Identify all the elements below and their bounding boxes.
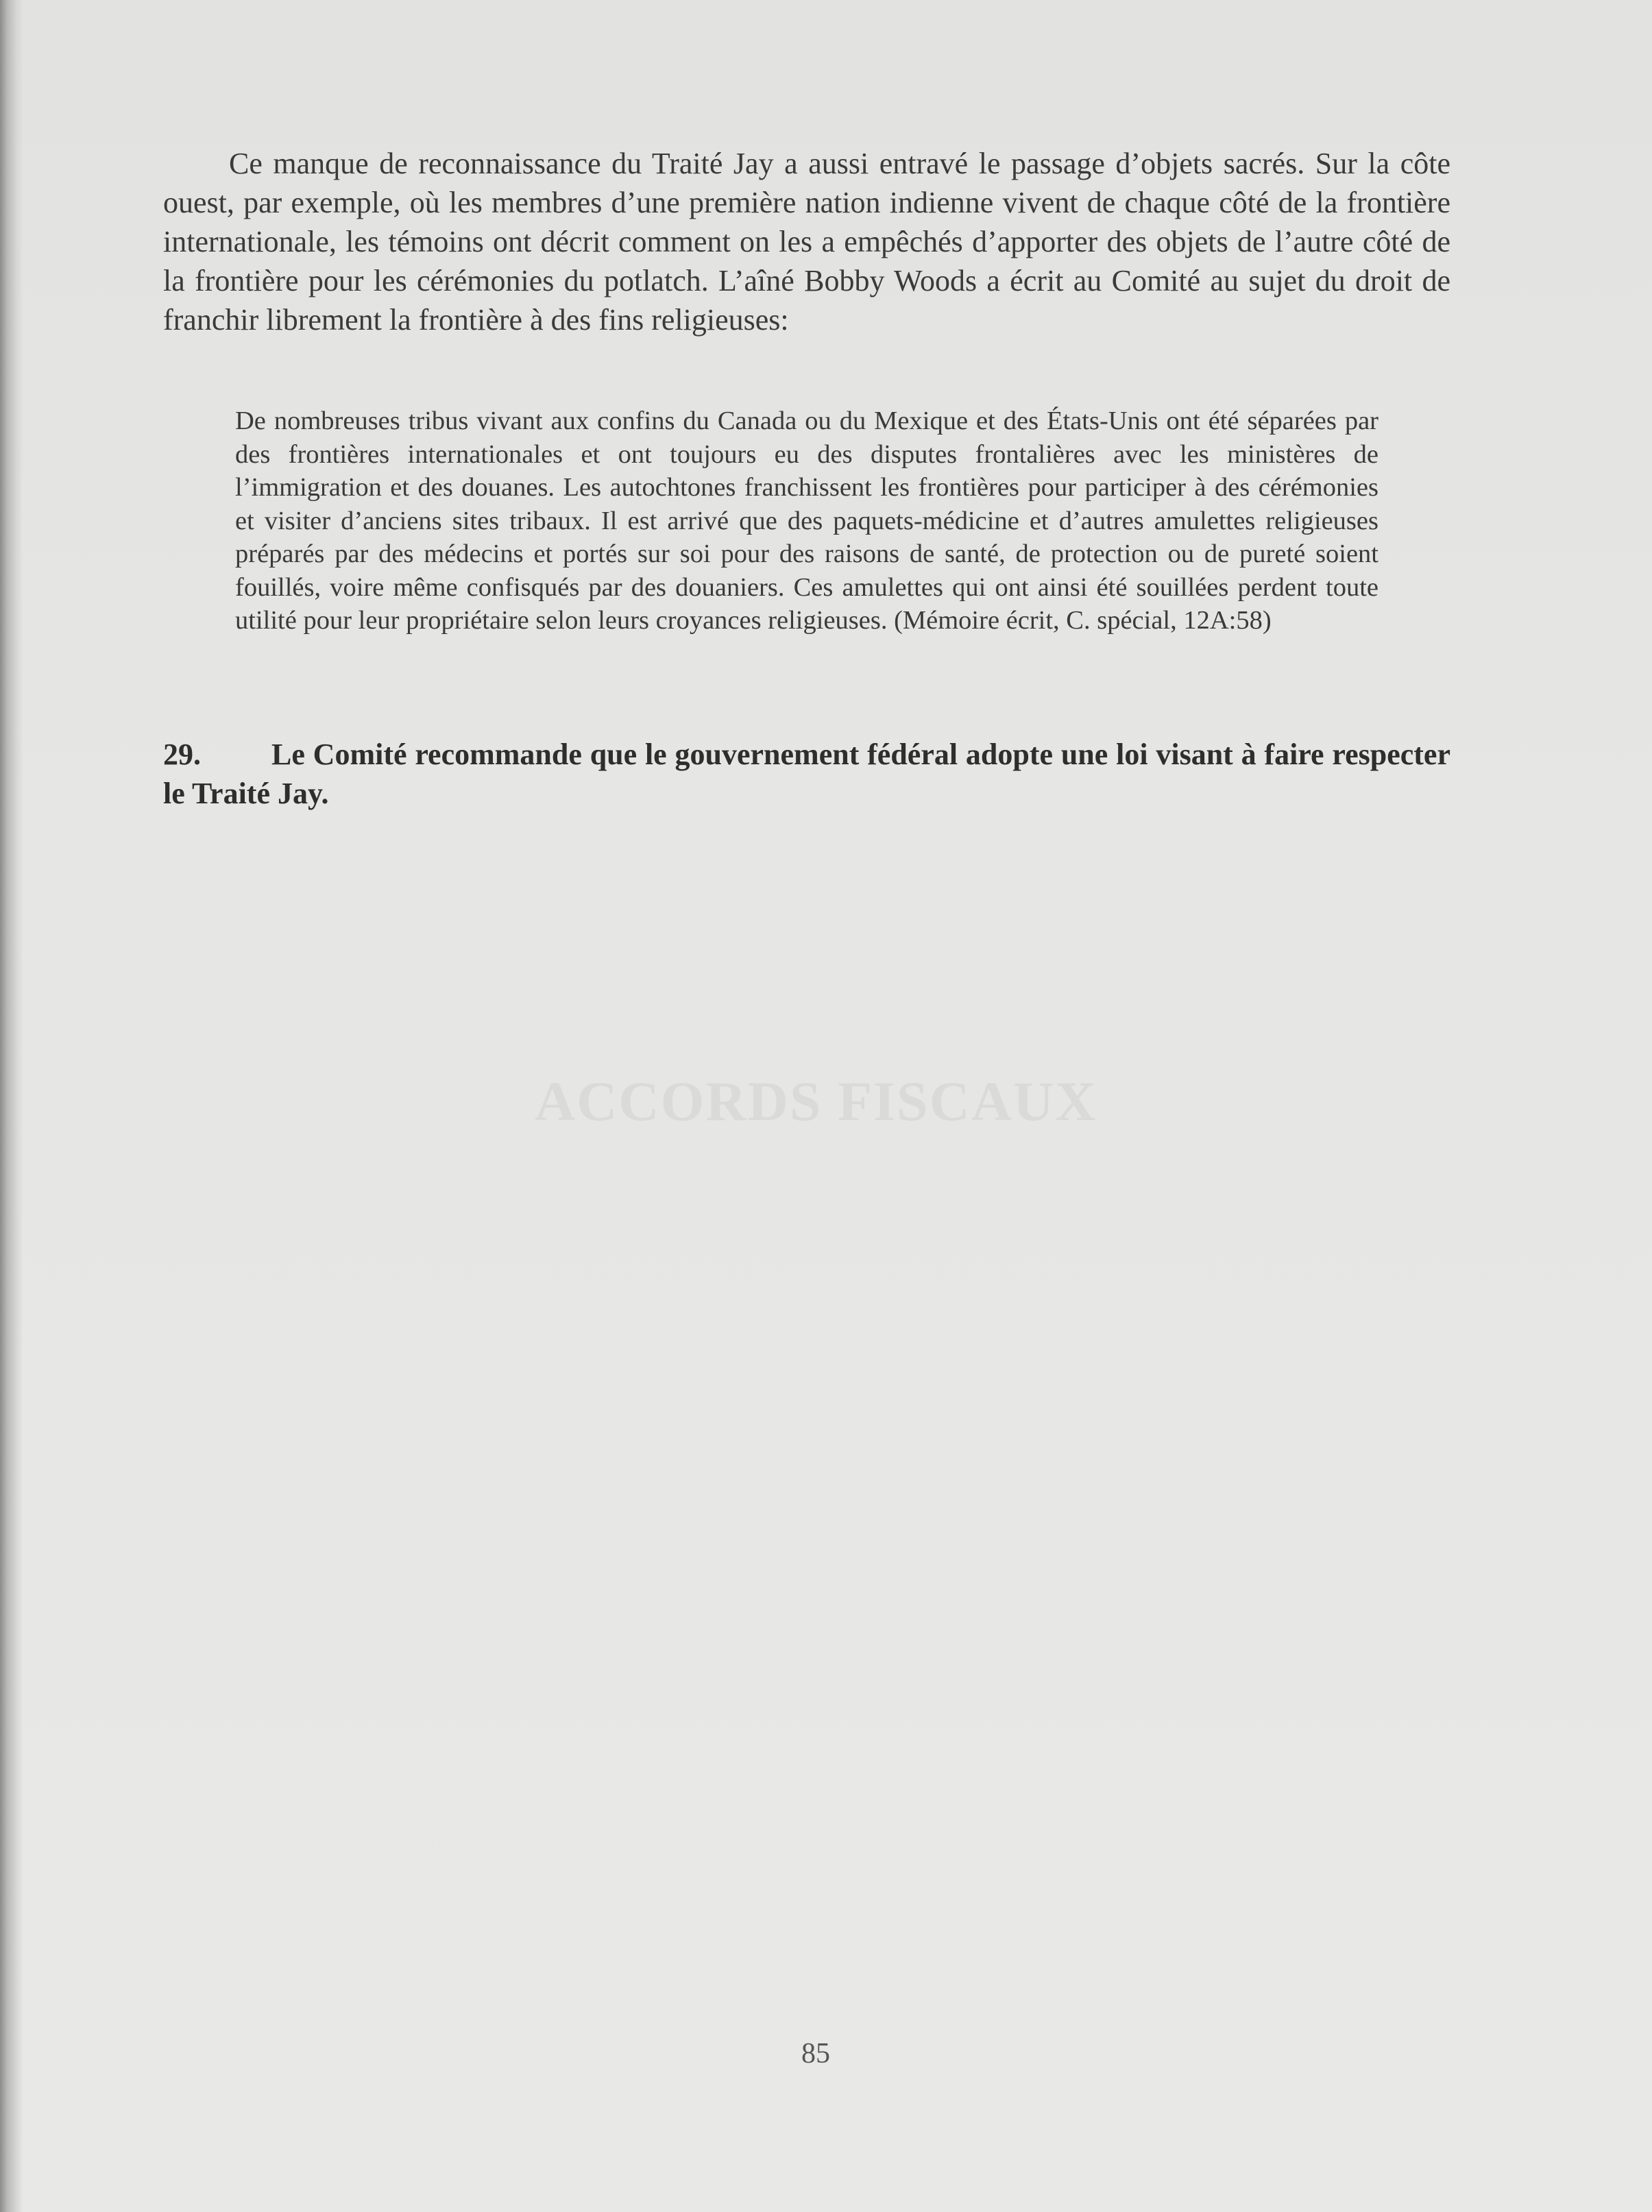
bleed-through-heading: ACCORDS FISCAUX bbox=[535, 1070, 1097, 1132]
recommendation-text: Le Comité recommande que le gouvernement fédéral adopte une loi visant à faire respecter le Traité Jay. bbox=[163, 738, 1450, 810]
recommendation bbox=[163, 735, 1450, 813]
intro-paragraph: Ce manque de reconnaissance du Traité Jay a aussi entravé le passage d’objets sacrés. Sur la côte ouest, par exemple, où les membres d’une première nation indienne vivent de chaque côté de la frontière internationale, les témoins ont décrit comment on les a empêchés d’apporter des objets de l’autre côté de la frontière pour les cérémonies du potlatch. L’aîné Bobby Woods a écrit au Comité au sujet du droit de franchir librement la frontière à des fins religieuses: bbox=[163, 147, 1450, 337]
page-number: 85 bbox=[801, 2038, 830, 2069]
recommendation-number: 29. bbox=[163, 738, 201, 771]
spine-shadow bbox=[0, 0, 23, 2212]
block-quote: De nombreuses tribus vivant aux confins du Canada ou du Mexique et des États-Unis ont été séparées par des frontières internationales et ont toujours eu des disputes frontalières avec les ministères de l’immigration et des douanes. Les autochtones franchissent les frontières pour participer à des cérémonies et visiter d’anciens sites tribaux. Il est arrivé que des paquets-médicine et d’autres amulettes religieuses préparés par des médecins et portés sur soi pour des raisons de santé, de protection ou de pureté soient fouillés, voire même confisqués par des douaniers. Ces amulettes qui ont ainsi été souillées perdent toute utilité pour leur propriétaire selon leurs croyances religieuses. (Mémoire écrit, C. spécial, 12A:58) bbox=[235, 406, 1378, 635]
